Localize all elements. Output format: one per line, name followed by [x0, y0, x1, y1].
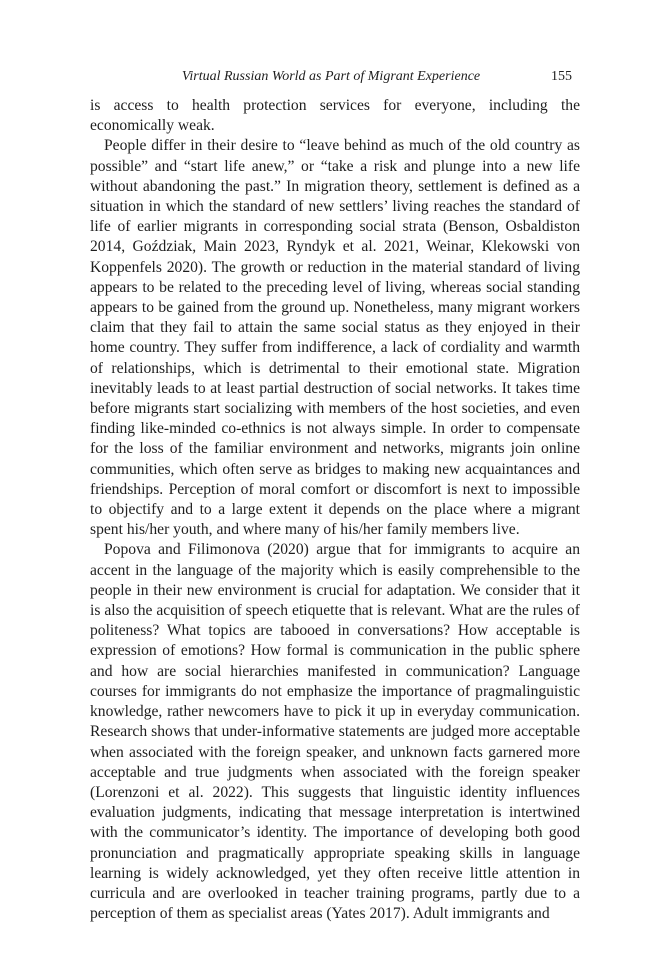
paragraph-speech-etiquette: Popova and Filimonova (2020) argue that for immigrants to acquire an accent in the language of the majority which is easily comprehensible to the people in their new environment is crucial for adaptation. We consider that it is also the acquisition of speech etiquette that is relevant. What are the rules of politeness? What topics are tabooed in conversations? How acceptable is expression of emotions? How formal is communication in the public sphere and how are social hierarchies manifested in communication? Language courses for immigrants do not emphasize the importance of pragmalinguistic knowledge, rather newcomers have to pick it up in everyday communication. Research shows that under-informative statements are judged more acceptable when associated with the foreign speaker, and unknown facts garnered more acceptable and true judgments when associated with the foreign speaker (Lorenzoni et al. 2022). This suggests that linguistic identity influences evaluation judgments, indicating that message interpretation is intertwined with the communicator’s identity. The importance of developing both good pronunciation and pragmatically appropriate speaking skills in language learning is widely acknowledged, yet they often receive little attention in curricula and are overlooked in teacher training programs, partly due to a perception of them as specialist areas (Yates 2017). Adult immigrants and: [90, 541, 580, 923]
body-text: [90, 96, 580, 924]
running-title: Virtual Russian World as Part of Migrant Experience: [181, 69, 481, 84]
paragraph-continuation: is access to health protection services for everyone, including the economically weak.: [90, 97, 580, 135]
page-number: 155: [551, 69, 572, 84]
paragraph-settlement: People differ in their desire to “leave behind as much of the old country as possible” and “start life anew,” or “take a risk and plunge into a new life without abandoning the past.” In migration theory, settlement is defined as a situation in which the standard of new settlers’ living reaches the standard of life of earlier migrants in corresponding social strata (Benson, Osbaldiston 2014, Goździak, Main 2023, Ryndyk et al. 2021, Weinar, Klekowski von Koppenfels 2020). The growth or reduction in the material standard of living appears to be related to the preceding level of living, whereas social standing appears to be gained from the ground up. Nonetheless, many migrant workers claim that they fail to attain the same social status as they enjoyed in their home country. They suffer from indifference, a lack of cordiality and warmth of relationships, which is detrimental to their emotional state. Migration inevitably leads to at least partial destruction of social networks. It takes time before migrants start socializing with members of the host societies, and even finding like-minded co-ethnics is not always simple. In order to compensate for the loss of the familiar environment and networks, migrants join online communities, which often serve as bridges to making new acquaintances and friendships. Perception of moral comfort or discomfort is next to impossible to objectify and to a large extent it depends on the place where a migrant spent his/her youth, and where many of his/her family members live.: [90, 137, 580, 539]
running-head: [90, 68, 572, 86]
